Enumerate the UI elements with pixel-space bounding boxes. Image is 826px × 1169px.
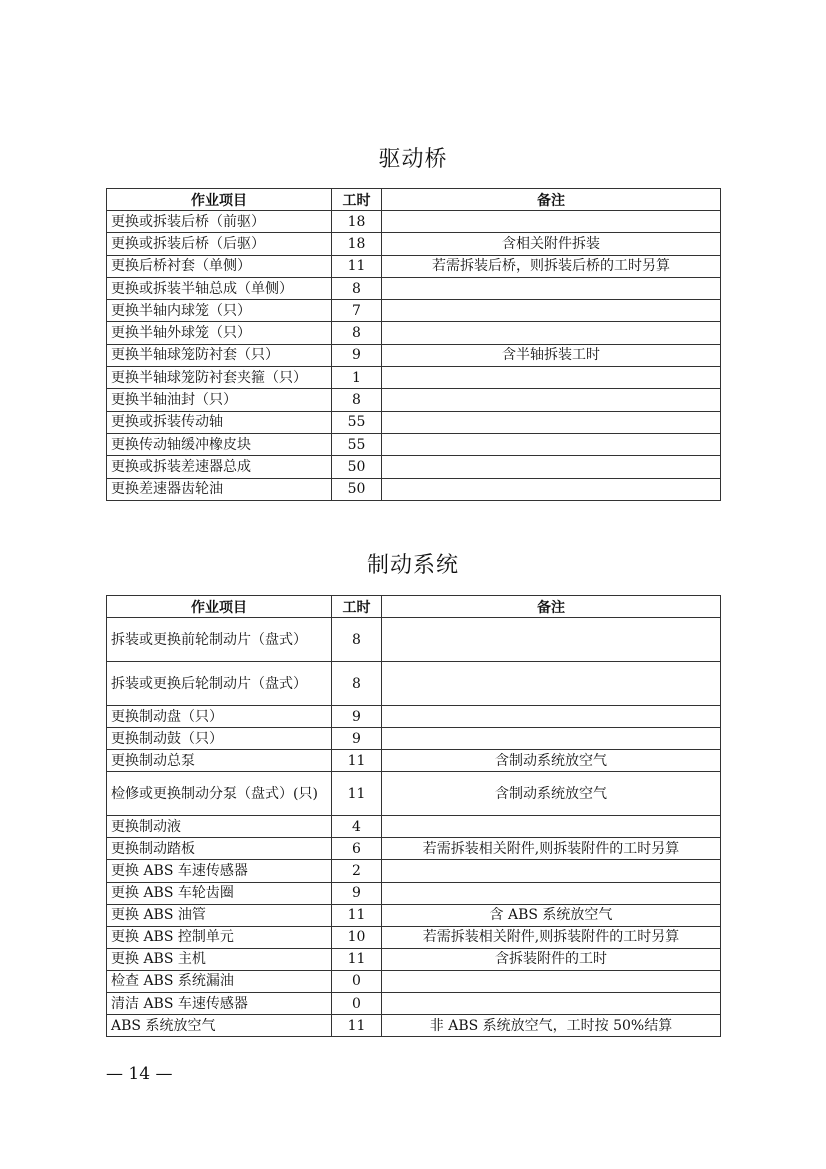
- cell-hours: 8: [332, 389, 382, 411]
- table-row: [107, 389, 721, 411]
- cell-note: [382, 478, 721, 500]
- table-row: [107, 367, 721, 389]
- header-note: 备注: [382, 596, 721, 618]
- table-row: [107, 728, 721, 750]
- cell-hours: 9: [332, 882, 382, 904]
- cell-note: [382, 277, 721, 299]
- cell-note: 含拆装附件的工时: [382, 948, 721, 970]
- cell-note: 含制动系统放空气: [382, 772, 721, 816]
- section-title-brake-system: 制动系统: [366, 553, 459, 578]
- drive-axle-table: [106, 188, 721, 501]
- drive-axle-table-body: [107, 211, 721, 501]
- table-row: [107, 255, 721, 277]
- cell-hours: 8: [332, 662, 382, 706]
- brake-system-table-body: [107, 618, 721, 1037]
- cell-item: 更换制动鼓（只）: [107, 728, 332, 750]
- cell-hours: 11: [332, 1015, 382, 1037]
- cell-item: 更换 ABS 车轮齿圈: [107, 882, 332, 904]
- cell-hours: 11: [332, 904, 382, 926]
- cell-hours: 9: [332, 344, 382, 366]
- table-row: [107, 433, 721, 455]
- cell-hours: 55: [332, 411, 382, 433]
- cell-hours: 4: [332, 816, 382, 838]
- table-row: [107, 838, 721, 860]
- cell-note: [382, 970, 721, 992]
- header-hours: 工时: [332, 189, 382, 211]
- brake-system-table: [106, 595, 721, 1037]
- header-hours: 工时: [332, 596, 382, 618]
- cell-hours: 50: [332, 456, 382, 478]
- cell-item: 更换半轴球笼防衬套夹箍（只）: [107, 367, 332, 389]
- cell-note: [382, 706, 721, 728]
- table-row: [107, 662, 721, 706]
- cell-item: 清洁 ABS 车速传感器: [107, 993, 332, 1015]
- cell-note: [382, 367, 721, 389]
- cell-item: 更换半轴球笼防衬套（只）: [107, 344, 332, 366]
- cell-hours: 10: [332, 926, 382, 948]
- table-row: [107, 344, 721, 366]
- cell-item: 更换传动轴缓冲橡皮块: [107, 433, 332, 455]
- table-row: [107, 993, 721, 1015]
- table-header-row: [107, 189, 721, 211]
- cell-note: [382, 993, 721, 1015]
- cell-item: 检修或更换制动分泵（盘式）(只): [107, 772, 332, 816]
- cell-item: 更换半轴油封（只）: [107, 389, 332, 411]
- table-row: [107, 478, 721, 500]
- cell-item: 更换半轴外球笼（只）: [107, 322, 332, 344]
- cell-item: 更换半轴内球笼（只）: [107, 300, 332, 322]
- table-row: [107, 618, 721, 662]
- table-row: [107, 882, 721, 904]
- header-item: 作业项目: [107, 189, 332, 211]
- cell-hours: 6: [332, 838, 382, 860]
- table-row: [107, 300, 721, 322]
- cell-note: 含相关附件拆装: [382, 233, 721, 255]
- cell-hours: 0: [332, 993, 382, 1015]
- cell-hours: 2: [332, 860, 382, 882]
- cell-note: [382, 456, 721, 478]
- cell-item: 更换 ABS 车速传感器: [107, 860, 332, 882]
- table-row: [107, 233, 721, 255]
- cell-item: 更换差速器齿轮油: [107, 478, 332, 500]
- cell-note: [382, 618, 721, 662]
- cell-hours: 55: [332, 433, 382, 455]
- table-row: [107, 456, 721, 478]
- cell-hours: 1: [332, 367, 382, 389]
- cell-note: 若需拆装相关附件,则拆装附件的工时另算: [382, 838, 721, 860]
- table-header-row: [107, 596, 721, 618]
- cell-item: 检查 ABS 系统漏油: [107, 970, 332, 992]
- cell-item: 更换制动液: [107, 816, 332, 838]
- cell-hours: 9: [332, 728, 382, 750]
- cell-note: 若需拆装相关附件,则拆装附件的工时另算: [382, 926, 721, 948]
- cell-note: [382, 860, 721, 882]
- cell-note: [382, 322, 721, 344]
- table-row: [107, 772, 721, 816]
- cell-item: 更换 ABS 控制单元: [107, 926, 332, 948]
- table-row: [107, 706, 721, 728]
- page-number: — 14 —: [106, 1064, 173, 1084]
- cell-note: [382, 662, 721, 706]
- header-item: 作业项目: [107, 596, 332, 618]
- cell-item: 更换制动踏板: [107, 838, 332, 860]
- table-row: [107, 904, 721, 926]
- cell-note: [382, 433, 721, 455]
- table-row: [107, 322, 721, 344]
- table-row: [107, 816, 721, 838]
- cell-item: 更换或拆装半轴总成（单侧）: [107, 277, 332, 299]
- table-row: [107, 411, 721, 433]
- table-row: [107, 1015, 721, 1037]
- cell-hours: 18: [332, 233, 382, 255]
- cell-item: ABS 系统放空气: [107, 1015, 332, 1037]
- table-row: [107, 970, 721, 992]
- cell-note: [382, 728, 721, 750]
- cell-note: 若需拆装后桥，则拆装后桥的工时另算: [382, 255, 721, 277]
- cell-item: 更换或拆装差速器总成: [107, 456, 332, 478]
- table-row: [107, 750, 721, 772]
- cell-hours: 11: [332, 750, 382, 772]
- cell-note: 含制动系统放空气: [382, 750, 721, 772]
- cell-item: 更换制动总泵: [107, 750, 332, 772]
- table-row: [107, 948, 721, 970]
- cell-item: 拆装或更换后轮制动片（盘式）: [107, 662, 332, 706]
- cell-note: [382, 389, 721, 411]
- cell-item: 更换后桥衬套（单侧）: [107, 255, 332, 277]
- cell-item: 更换或拆装后桥（前驱）: [107, 211, 332, 233]
- cell-note: [382, 300, 721, 322]
- cell-hours: 50: [332, 478, 382, 500]
- cell-item: 更换 ABS 主机: [107, 948, 332, 970]
- cell-hours: 8: [332, 277, 382, 299]
- cell-note: 非 ABS 系统放空气，工时按 50%结算: [382, 1015, 721, 1037]
- cell-note: [382, 411, 721, 433]
- cell-hours: 11: [332, 772, 382, 816]
- cell-item: 更换或拆装传动轴: [107, 411, 332, 433]
- cell-hours: 18: [332, 211, 382, 233]
- table-row: [107, 860, 721, 882]
- cell-hours: 11: [332, 255, 382, 277]
- cell-note: [382, 882, 721, 904]
- cell-item: 拆装或更换前轮制动片（盘式）: [107, 618, 332, 662]
- cell-hours: 8: [332, 322, 382, 344]
- cell-item: 更换或拆装后桥（后驱）: [107, 233, 332, 255]
- table-row: [107, 277, 721, 299]
- cell-note: [382, 211, 721, 233]
- cell-note: 含 ABS 系统放空气: [382, 904, 721, 926]
- cell-item: 更换 ABS 油管: [107, 904, 332, 926]
- section-title-drive-axle: 驱动桥: [378, 147, 448, 172]
- cell-note: 含半轴拆装工时: [382, 344, 721, 366]
- cell-hours: 7: [332, 300, 382, 322]
- cell-hours: 8: [332, 618, 382, 662]
- cell-hours: 11: [332, 948, 382, 970]
- cell-item: 更换制动盘（只）: [107, 706, 332, 728]
- cell-hours: 9: [332, 706, 382, 728]
- header-note: 备注: [382, 189, 721, 211]
- cell-note: [382, 816, 721, 838]
- cell-hours: 0: [332, 970, 382, 992]
- table-row: [107, 211, 721, 233]
- table-row: [107, 926, 721, 948]
